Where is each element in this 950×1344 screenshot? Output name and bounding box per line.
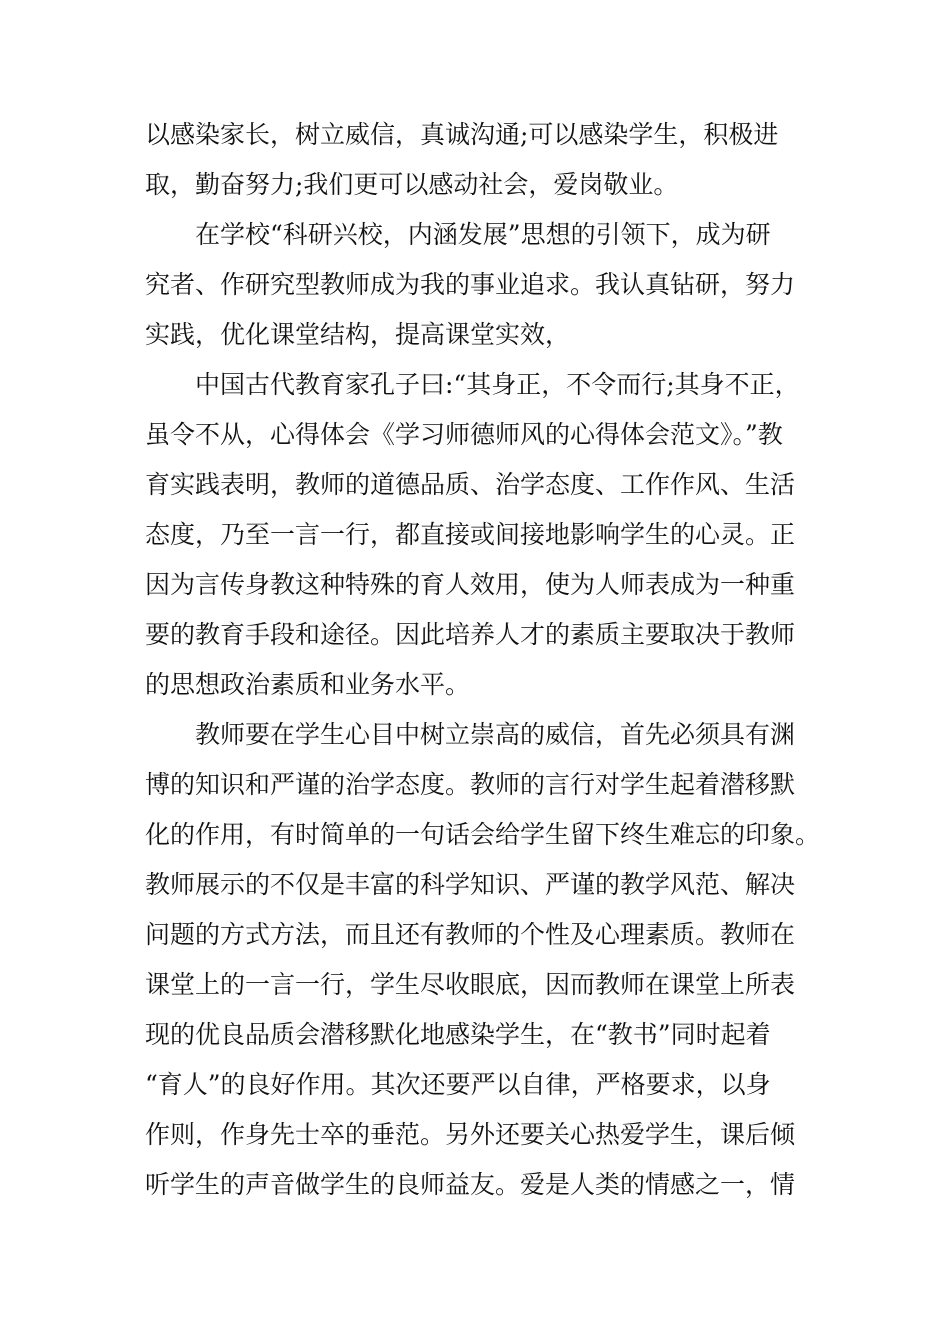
text-line: 博的知识和严谨的治学态度。教师的言行对学生起着潜移默 <box>145 770 796 799</box>
text-line: 听学生的声音做学生的良师益友。爱是人类的情感之一，情 <box>145 1170 796 1199</box>
text-line: 要的教育手段和途径。因此培养人才的素质主要取决于教师 <box>145 620 796 649</box>
paragraph-start-line: 中国古代教育家孔子曰:“其身正，不令而行;其身不正， <box>195 370 800 399</box>
text-line: 课堂上的一言一行，学生尽收眼底，因而教师在课堂上所表 <box>145 970 796 999</box>
text-line: 以感染家长，树立威信，真诚沟通;可以感染学生，积极进 <box>145 120 779 149</box>
text-line: 因为言传身教这种特殊的育人效用，使为人师表成为一种重 <box>145 570 796 599</box>
text-line: 取，勤奋努力;我们更可以感动社会，爱岗敬业。 <box>145 170 679 199</box>
text-line: 实践，优化课堂结构，提高课堂实效， <box>145 320 571 349</box>
text-line: 作则，作身先士卒的垂范。另外还要关心热爱学生，课后倾 <box>145 1120 796 1149</box>
text-line: “育人”的良好作用。其次还要严以自律，严格要求，以身 <box>145 1070 771 1099</box>
text-line: 现的优良品质会潜移默化地感染学生，在“教书”同时起着 <box>145 1020 771 1049</box>
text-line: 态度，乃至一言一行，都直接或间接地影响学生的心灵。正 <box>145 520 796 549</box>
body-text <box>145 110 821 1210</box>
text-line: 虽令不从，心得体会《学习师德师风的心得体会范文》。”教 <box>145 420 783 449</box>
text-line: 的思想政治素质和业务水平。 <box>145 670 471 699</box>
paragraph-start-line: 教师要在学生心目中树立崇高的威信，首先必须具有渊 <box>195 720 796 749</box>
text-line: 问题的方式方法，而且还有教师的个性及心理素质。教师在 <box>145 920 796 949</box>
text-line: 化的作用，有时简单的一句话会给学生留下终生难忘的印象。 <box>145 820 821 849</box>
paragraph-start-line: 在学校“科研兴校，内涵发展”思想的引领下，成为研 <box>195 220 771 249</box>
text-line: 育实践表明，教师的道德品质、治学态度、工作作风、生活 <box>145 470 796 499</box>
text-line: 究者、作研究型教师成为我的事业追求。我认真钻研，努力 <box>145 270 796 299</box>
text-line: 教师展示的不仅是丰富的科学知识、严谨的教学风范、解决 <box>145 870 796 899</box>
